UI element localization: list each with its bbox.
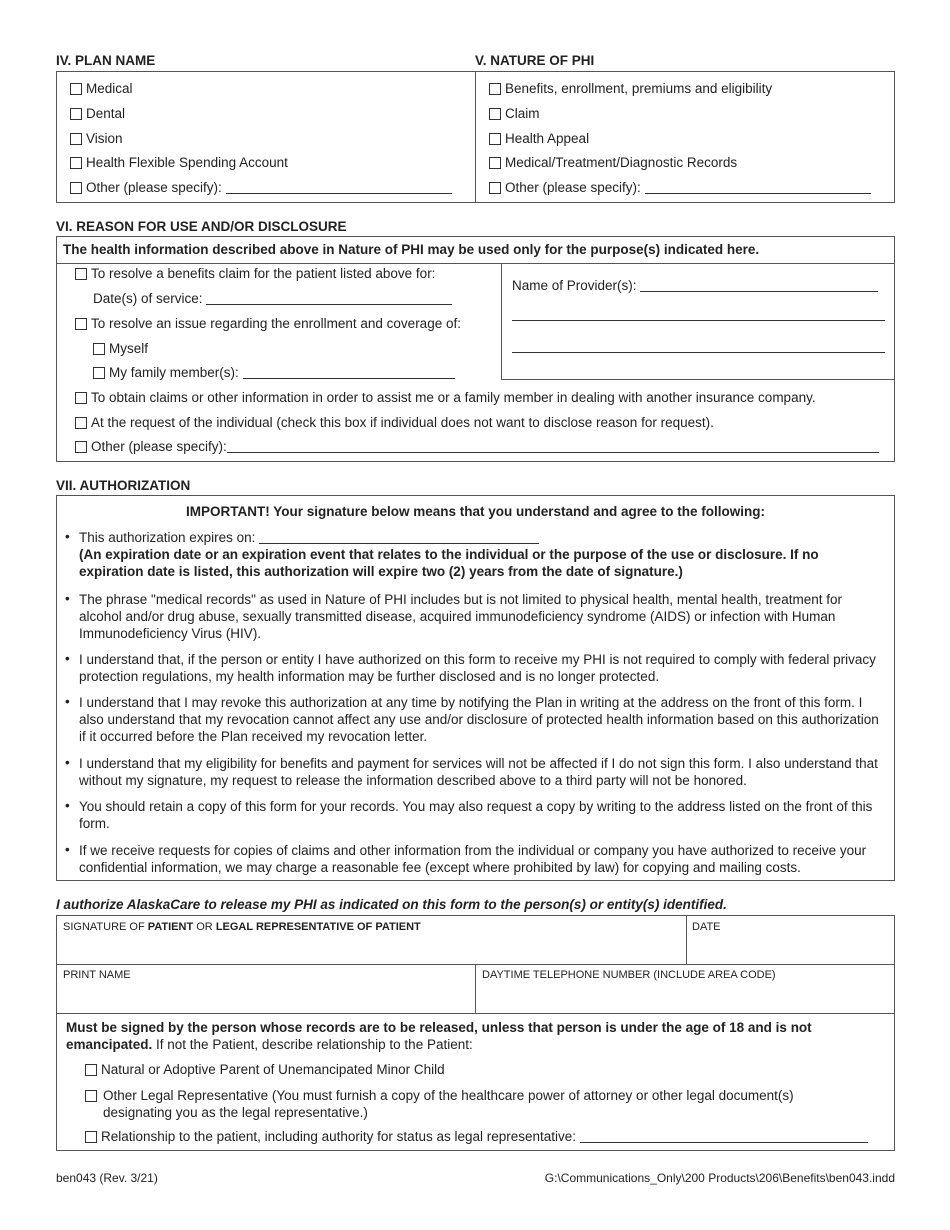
provider-field-2[interactable] xyxy=(512,308,885,321)
must-be-signed: Must be signed by the person whose records are to be released, unless that person is under the age of 18 and is not emancipated. If not the Patient, describe relationship to the Patient: xyxy=(66,1020,812,1052)
expiration-field[interactable] xyxy=(259,531,539,544)
provider-field-3[interactable] xyxy=(512,340,885,353)
signature-box xyxy=(56,915,895,1151)
plan-option-fsa[interactable]: Health Flexible Spending Account xyxy=(70,155,288,170)
checkbox[interactable] xyxy=(75,417,87,429)
reason-option-obtain[interactable]: To obtain claims or other information in order to assist me or a family member in dealing with another insurance company. xyxy=(75,390,816,405)
phi-option-benefits[interactable]: Benefits, enrollment, premiums and eligibility xyxy=(489,81,772,96)
legal-rep-text: Other Legal Representative (You must furnish a copy of the healthcare power of attorney or other legal document(s) designating you as the legal representative.) xyxy=(103,1088,794,1120)
plan-name-title: IV. PLAN NAME xyxy=(56,53,156,68)
reason-option-myself[interactable]: Myself xyxy=(93,341,148,356)
checkbox[interactable] xyxy=(70,182,82,194)
plan-option-dental[interactable]: Dental xyxy=(70,106,125,121)
reason-header: The health information described above in Nature of PHI may be used only for the purpose(s) indicated here. xyxy=(63,242,760,257)
authorization-title: VII. AUTHORIZATION xyxy=(56,478,191,493)
reason-box xyxy=(56,236,895,462)
signature-field[interactable]: SIGNATURE OF PATIENT OR LEGAL REPRESENTATIVE OF PATIENT xyxy=(63,921,421,933)
checkbox[interactable] xyxy=(75,268,87,280)
reason-option-request[interactable]: At the request of the individual (check this box if individual does not want to disclose reason for request). xyxy=(75,415,714,430)
checkbox[interactable] xyxy=(70,157,82,169)
checkbox[interactable] xyxy=(70,133,82,145)
checkbox[interactable] xyxy=(75,318,87,330)
plan-option-other[interactable]: Other (please specify): xyxy=(70,180,452,195)
checkbox[interactable] xyxy=(93,343,105,355)
checkbox[interactable] xyxy=(489,157,501,169)
dates-of-service-row: Date(s) of service: xyxy=(93,291,452,306)
dates-of-service-field[interactable] xyxy=(206,292,452,305)
expiration-note: (An expiration date or an expiration event that relates to the individual or the purpose of the use or disclosure. If no expiration date is listed, this authorization will expire two (2) years from the date of signature.) xyxy=(79,547,819,579)
print-name-field[interactable]: PRINT NAME xyxy=(63,969,131,981)
checkbox[interactable] xyxy=(85,1064,97,1076)
phi-option-other[interactable]: Other (please specify): xyxy=(489,180,871,195)
checkbox[interactable] xyxy=(93,367,105,379)
phi-option-records[interactable]: Medical/Treatment/Diagnostic Records xyxy=(489,155,737,170)
relationship-option-parent[interactable]: Natural or Adoptive Parent of Unemancipated Minor Child xyxy=(85,1062,445,1077)
plan-option-medical[interactable]: Medical xyxy=(70,81,133,96)
file-path: G:\Communications_Only\200 Products\206\Benefits\ben043.indd xyxy=(544,1171,895,1185)
provider-field[interactable] xyxy=(640,279,878,292)
reason-option-family[interactable]: My family member(s): xyxy=(93,365,455,380)
checkbox[interactable] xyxy=(85,1090,97,1102)
checkbox[interactable] xyxy=(489,133,501,145)
plan-other-field[interactable] xyxy=(226,181,452,194)
checkbox[interactable] xyxy=(75,392,87,404)
important-notice: IMPORTANT! Your signature below means that you understand and agree to the following: xyxy=(185,504,766,519)
nature-of-phi-title: V. NATURE OF PHI xyxy=(475,53,595,68)
reason-option-enrollment[interactable]: To resolve an issue regarding the enrollment and coverage of: xyxy=(75,316,461,331)
phi-other-field[interactable] xyxy=(645,181,871,194)
checkbox[interactable] xyxy=(489,83,501,95)
phi-option-claim[interactable]: Claim xyxy=(489,106,540,121)
bullet-expires: • This authorization expires on: (An expiration date or an expiration event that relates to the individual or the purpose of the use or disclosure. If no expiration date is listed, this authorization will expire two (2) years from the date of signature.) xyxy=(57,529,894,584)
plan-phi-box xyxy=(56,71,895,203)
reason-option-other[interactable]: Other (please specify): xyxy=(75,439,879,454)
checkbox[interactable] xyxy=(75,441,87,453)
checkbox[interactable] xyxy=(85,1131,97,1143)
plan-option-vision[interactable]: Vision xyxy=(70,131,123,146)
form-number: ben043 (Rev. 3/21) xyxy=(56,1171,158,1185)
reason-option-claim[interactable]: To resolve a benefits claim for the patient listed above for: xyxy=(75,266,435,281)
phi-option-appeal[interactable]: Health Appeal xyxy=(489,131,589,146)
authorize-statement: I authorize AlaskaCare to release my PHI as indicated on this form to the person(s) or entity(s) identified. xyxy=(56,897,727,912)
print-name-row xyxy=(57,964,894,1014)
relationship-option-other[interactable]: Relationship to the patient, including authority for status as legal representative: xyxy=(85,1129,868,1144)
provider-row: Name of Provider(s): xyxy=(512,278,878,293)
authorization-box: IMPORTANT! Your signature below means that you understand and agree to the following: • This authorization expires on: (An expiration date or an expiration event that relates to the individual or the purpose of the use or disclosure. If no expiration date is listed, this authorization will expire two (2) years from the date of signature.) • The phrase "medical records" as used in Nature of PHI includes but is not limited to physical health, mental health, treatment for alcohol and/or drug abuse, sexually transmitted disease, acquired immunodeficiency syndrome (AIDS) or infection with Human Immunodeficiency Virus (HIV). • I understand that, if the person or entity I have authorized on this form to receive my PHI is not required to comply with federal privacy protection regulations, my health information may be further disclosed and is no longer protected. • I understand that I may revoke this authorization at any time by notifying the Plan in writing at the address on the front of this form. I also understand that my revocation cannot affect any use and/or disclosure of protected health information based on this authorization if it occurred before the Plan received my revocation letter. • I understand that my eligibility for benefits and payment for services will not be affected if I do not sign this form. I also understand that without my signature, my request to release the information described above to a third party will not be honored. • You should retain a copy of this form for your records. You may also request a copy by writing to the address listed on the front of this form. • If we receive requests for copies of claims and other information from the individual or company you have authorized to receive your confidential information, we may charge a reasonable fee (except where prohibited by law) for copying and mailing costs. xyxy=(56,495,895,881)
provider-box xyxy=(501,263,894,380)
checkbox[interactable] xyxy=(70,108,82,120)
relationship-option-legal-rep[interactable] xyxy=(85,1088,101,1103)
relationship-field[interactable] xyxy=(580,1130,868,1143)
checkbox[interactable] xyxy=(70,83,82,95)
checkbox[interactable] xyxy=(489,182,501,194)
reason-other-field[interactable] xyxy=(227,440,879,453)
reason-title: VI. REASON FOR USE AND/OR DISCLOSURE xyxy=(56,219,347,234)
date-field[interactable]: DATE xyxy=(692,921,721,933)
phone-field[interactable]: DAYTIME TELEPHONE NUMBER (INCLUDE AREA CODE) xyxy=(482,969,776,981)
checkbox[interactable] xyxy=(489,108,501,120)
family-member-field[interactable] xyxy=(243,366,455,379)
signature-row xyxy=(57,916,894,965)
